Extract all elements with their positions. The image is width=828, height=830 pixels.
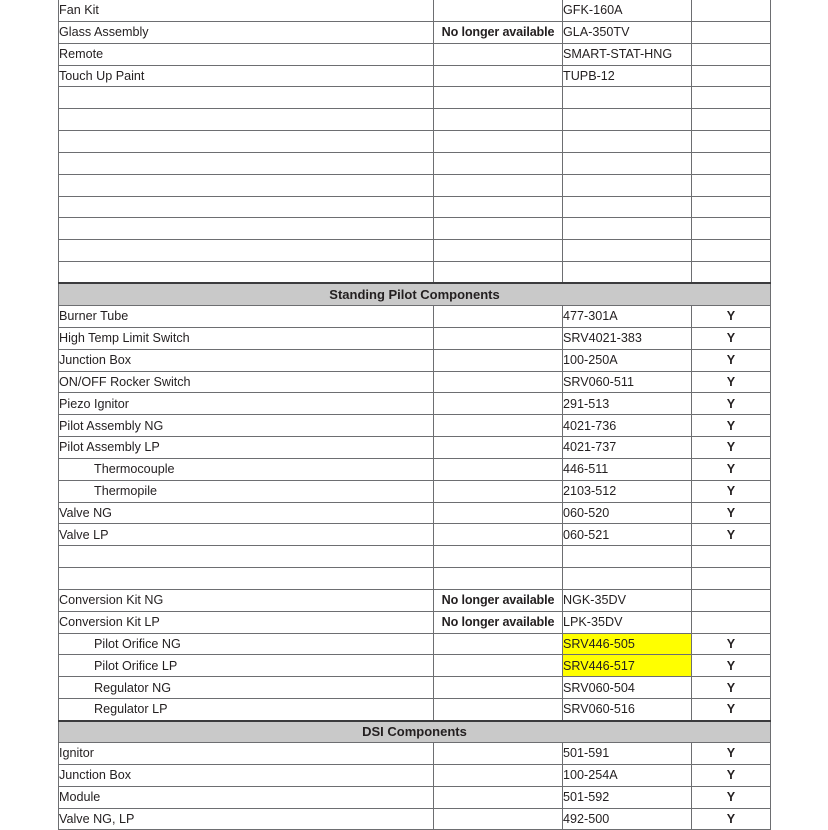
cell-availability-flag [692,262,771,284]
cell-part-number: NGK-35DV [563,589,692,611]
cell-availability-flag: Y [692,743,771,765]
cell-availability-flag: Y [692,327,771,349]
table-row [59,699,771,721]
table-row [59,305,771,327]
table-row [59,611,771,633]
cell-description: ON/OFF Rocker Switch [59,371,434,393]
section-header-row [59,721,771,743]
cell-availability-note [434,174,563,196]
table-row-blank [59,568,771,590]
cell-availability-flag: Y [692,393,771,415]
cell-availability-flag: Y [692,349,771,371]
table-row [59,502,771,524]
cell-part-number [563,218,692,240]
table-row [59,655,771,677]
cell-description: Touch Up Paint [59,65,434,87]
cell-description: Pilot Assembly LP [59,437,434,459]
cell-part-number: SRV4021-383 [563,327,692,349]
cell-part-number: 501-591 [563,743,692,765]
cell-part-number [563,152,692,174]
cell-description: Piezo Ignitor [59,393,434,415]
cell-part-number: SRV060-511 [563,371,692,393]
cell-description: Ignitor [59,743,434,765]
cell-description: Junction Box [59,349,434,371]
section-header-label: DSI Components [59,721,771,743]
cell-description [59,218,434,240]
cell-availability-note [434,633,563,655]
cell-part-number: 501-592 [563,786,692,808]
table-row [59,764,771,786]
cell-availability-note [434,218,563,240]
table-row [59,43,771,65]
cell-availability-note [434,546,563,568]
table-row [59,786,771,808]
cell-availability-flag [692,65,771,87]
cell-part-number: 4021-737 [563,437,692,459]
section-header-row [59,283,771,305]
table-row [59,349,771,371]
table-row [59,371,771,393]
cell-availability-flag: Y [692,699,771,721]
cell-availability-flag [692,546,771,568]
cell-part-number [563,109,692,131]
cell-availability-flag [692,589,771,611]
cell-availability-flag [692,196,771,218]
cell-availability-note [434,677,563,699]
cell-part-number [563,87,692,109]
cell-description: Conversion Kit LP [59,611,434,633]
cell-availability-flag: Y [692,633,771,655]
parts-list-body [59,0,771,830]
cell-description: Junction Box [59,764,434,786]
cell-description [59,262,434,284]
table-row-blank [59,218,771,240]
cell-part-number: 100-250A [563,349,692,371]
cell-part-number: GLA-350TV [563,21,692,43]
cell-availability-flag [692,0,771,21]
cell-availability-flag: Y [692,764,771,786]
cell-description [59,87,434,109]
cell-availability-note [434,152,563,174]
cell-part-number: 446-511 [563,458,692,480]
cell-availability-flag [692,109,771,131]
cell-availability-flag [692,174,771,196]
cell-availability-note [434,764,563,786]
cell-availability-flag: Y [692,786,771,808]
cell-availability-note [434,109,563,131]
table-row [59,437,771,459]
cell-part-number [563,131,692,153]
cell-availability-note [434,808,563,830]
cell-description: Valve NG, LP [59,808,434,830]
cell-availability-note [434,458,563,480]
table-row-blank [59,196,771,218]
cell-description [59,109,434,131]
cell-availability-flag [692,611,771,633]
cell-description: Conversion Kit NG [59,589,434,611]
cell-availability-note [434,240,563,262]
cell-description: Pilot Orifice NG [59,633,434,655]
table-row [59,808,771,830]
cell-availability-note [434,327,563,349]
table-row [59,0,771,21]
cell-description: Burner Tube [59,305,434,327]
table-row [59,524,771,546]
cell-availability-note [434,305,563,327]
cell-availability-note: No longer available [434,611,563,633]
cell-part-number [563,240,692,262]
cell-availability-note [434,196,563,218]
cell-description: Remote [59,43,434,65]
table-row [59,21,771,43]
cell-availability-flag [692,218,771,240]
cell-part-number: LPK-35DV [563,611,692,633]
table-row [59,65,771,87]
table-row-blank [59,546,771,568]
cell-part-number: 2103-512 [563,480,692,502]
cell-description [59,152,434,174]
cell-part-number [563,262,692,284]
table-row-blank [59,109,771,131]
cell-availability-flag: Y [692,677,771,699]
cell-description: Fan Kit [59,0,434,21]
cell-availability-note [434,786,563,808]
table-row-blank [59,87,771,109]
table-row [59,589,771,611]
cell-description: Pilot Orifice LP [59,655,434,677]
cell-description: Thermopile [59,480,434,502]
cell-availability-note [434,393,563,415]
cell-part-number: 492-500 [563,808,692,830]
table-row [59,677,771,699]
section-header-label: Standing Pilot Components [59,283,771,305]
cell-description: Regulator NG [59,677,434,699]
cell-availability-flag [692,152,771,174]
cell-availability-note [434,743,563,765]
cell-description: Thermocouple [59,458,434,480]
cell-availability-note [434,131,563,153]
cell-availability-note [434,43,563,65]
table-row [59,743,771,765]
cell-availability-flag [692,568,771,590]
cell-availability-note [434,502,563,524]
cell-part-number: 291-513 [563,393,692,415]
cell-availability-flag: Y [692,305,771,327]
cell-part-number: GFK-160A [563,0,692,21]
cell-part-number: TUPB-12 [563,65,692,87]
cell-part-number: SRV446-505 [563,633,692,655]
table-row-blank [59,262,771,284]
table-row [59,480,771,502]
table-row-blank [59,240,771,262]
table-row [59,458,771,480]
cell-part-number [563,174,692,196]
cell-availability-flag: Y [692,524,771,546]
cell-availability-note [434,371,563,393]
cell-availability-note [434,262,563,284]
cell-description: Pilot Assembly NG [59,415,434,437]
cell-availability-flag: Y [692,808,771,830]
cell-description [59,174,434,196]
cell-part-number [563,196,692,218]
table-row [59,415,771,437]
cell-availability-flag: Y [692,480,771,502]
cell-availability-flag: Y [692,415,771,437]
table-row-blank [59,152,771,174]
cell-availability-flag: Y [692,502,771,524]
cell-availability-note [434,480,563,502]
cell-availability-flag [692,240,771,262]
cell-description: Valve NG [59,502,434,524]
parts-list-table [58,0,771,830]
cell-description [59,240,434,262]
cell-description: High Temp Limit Switch [59,327,434,349]
cell-part-number: 100-254A [563,764,692,786]
cell-part-number: SRV060-504 [563,677,692,699]
cell-part-number: SRV060-516 [563,699,692,721]
cell-part-number: 060-521 [563,524,692,546]
cell-availability-flag [692,87,771,109]
cell-part-number: SMART-STAT-HNG [563,43,692,65]
cell-availability-note [434,65,563,87]
cell-part-number: SRV446-517 [563,655,692,677]
cell-availability-flag [692,43,771,65]
cell-availability-flag [692,131,771,153]
cell-description: Glass Assembly [59,21,434,43]
cell-availability-note [434,415,563,437]
cell-availability-note [434,87,563,109]
table-row [59,393,771,415]
cell-description: Regulator LP [59,699,434,721]
cell-availability-flag: Y [692,458,771,480]
cell-description: Module [59,786,434,808]
cell-availability-flag [692,21,771,43]
cell-description [59,568,434,590]
cell-availability-note [434,0,563,21]
table-row-blank [59,174,771,196]
cell-availability-flag: Y [692,437,771,459]
cell-description: Valve LP [59,524,434,546]
cell-availability-note [434,568,563,590]
cell-availability-note [434,437,563,459]
cell-availability-note [434,524,563,546]
cell-description [59,131,434,153]
cell-part-number [563,546,692,568]
cell-part-number: 4021-736 [563,415,692,437]
cell-availability-note: No longer available [434,589,563,611]
cell-description [59,546,434,568]
cell-part-number: 477-301A [563,305,692,327]
cell-part-number: 060-520 [563,502,692,524]
cell-part-number [563,568,692,590]
cell-availability-note [434,699,563,721]
table-row [59,327,771,349]
table-row-blank [59,131,771,153]
cell-availability-note: No longer available [434,21,563,43]
cell-availability-note [434,655,563,677]
table-row [59,633,771,655]
cell-availability-flag: Y [692,655,771,677]
cell-availability-note [434,349,563,371]
cell-availability-flag: Y [692,371,771,393]
cell-description [59,196,434,218]
